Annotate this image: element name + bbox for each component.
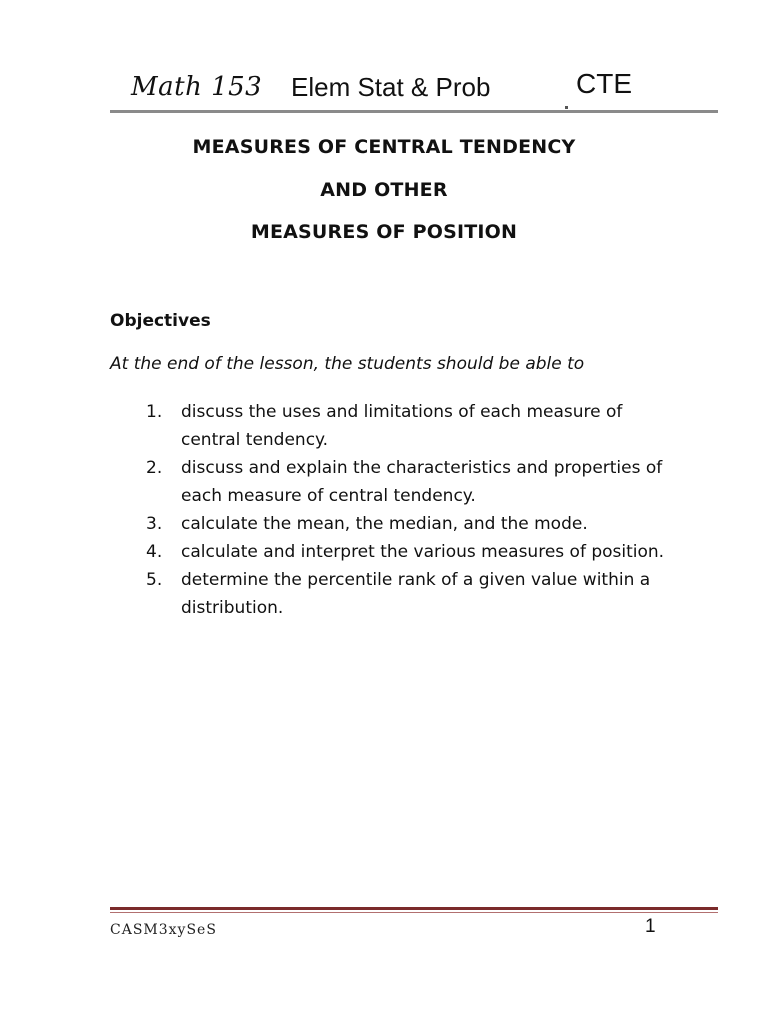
footer-label: CASM3xySeS (110, 922, 217, 938)
objective-item (146, 538, 666, 566)
objective-text: determine the percentile rank of a given value within a distribution. (181, 570, 651, 618)
objectives-intro: At the end of the lesson, the students should be able to (110, 354, 585, 374)
objective-item (146, 454, 666, 510)
objective-number: 2. (146, 458, 163, 478)
page-header (110, 66, 718, 116)
document-title-line-2: AND OTHER (320, 179, 448, 201)
objective-text: calculate the mean, the median, and the mode. (181, 514, 588, 534)
objective-number: 3. (146, 514, 163, 534)
document-title-line-1: MEASURES OF CENTRAL TENDENCY (192, 136, 576, 158)
footer-rule-secondary (110, 912, 718, 913)
objective-item (146, 398, 666, 454)
objective-text: discuss the uses and limitations of each measure of central tendency. (181, 402, 623, 450)
course-title: Elem Stat & Prob (291, 72, 491, 102)
objective-text: calculate and interpret the various measures of position. (181, 542, 665, 562)
page-number: 1 (645, 916, 656, 937)
objectives-heading: Objectives (110, 311, 211, 331)
objective-number: 4. (146, 542, 163, 562)
document-title-line-3: MEASURES OF POSITION (250, 221, 518, 243)
objective-number: 5. (146, 570, 163, 590)
footer-rule (110, 907, 718, 910)
course-code: Math 153 (131, 72, 263, 102)
objective-item (146, 510, 666, 538)
objective-number: 1. (146, 402, 163, 422)
header-rule (110, 110, 718, 113)
college-label: CTE (576, 68, 632, 99)
objective-item (146, 566, 666, 622)
objective-text: discuss and explain the characteristics and properties of each measure of central tendency. (181, 458, 663, 506)
header-dot (565, 106, 568, 109)
objectives-list (146, 398, 666, 622)
